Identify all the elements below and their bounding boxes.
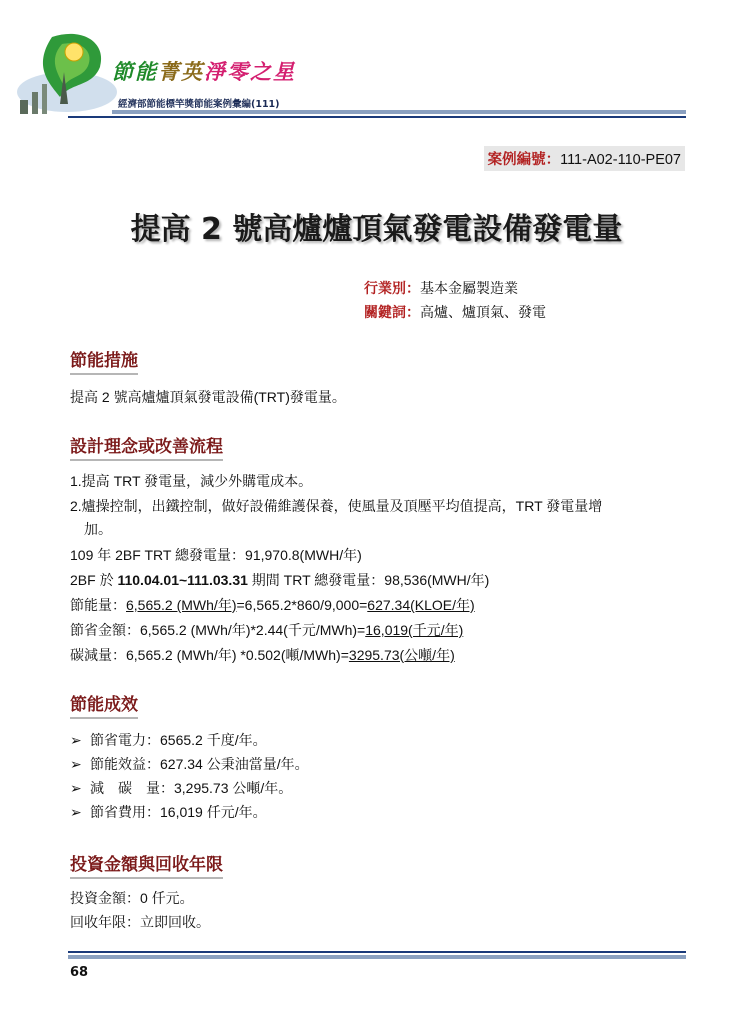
design-line-5 <box>70 597 475 613</box>
industry-label: 行業別： <box>364 281 420 297</box>
design-line-6-b: 16,019(千元/年) <box>365 622 464 638</box>
design-line-7-b: 3295.73(公噸/年) <box>348 647 455 663</box>
industry-value: 基本金屬製造業 <box>420 281 518 297</box>
design-line-3: 109 年 2BF TRT 總發電量：91,970.8(MWH/年) <box>70 547 362 563</box>
footer-rule-light <box>68 955 686 959</box>
design-line-5-b: 6,565.2 (MWh/年) <box>126 597 237 613</box>
design-line-4-period: 110.04.01~111.03.31 <box>117 572 248 588</box>
payback-period: 回收年限：立即回收。 <box>70 914 210 930</box>
measures-text: 提高 2 號高爐爐頂氣發電設備(TRT)發電量。 <box>70 389 346 405</box>
result-item-text: 減 碳 量：3,295.73 公噸/年。 <box>90 780 293 796</box>
result-item <box>70 732 267 748</box>
page-header <box>0 0 753 120</box>
design-item-1: 1.提高 TRT 發電量，減少外購電成本。 <box>70 473 313 489</box>
brand-title-part1: 節能 <box>112 59 158 84</box>
section-heading-design: 設計理念或改善流程 <box>70 432 223 461</box>
page-title: 提高 2 號高爐爐頂氣發電設備發電量 <box>130 212 623 247</box>
keywords-value: 高爐、爐頂氣、發電 <box>420 305 546 321</box>
design-line-7 <box>70 647 455 663</box>
brand-title-part2: 菁英 <box>158 59 204 84</box>
arrowhead-bullet-icon: ➢ <box>70 732 82 748</box>
arrowhead-bullet-icon: ➢ <box>70 780 82 796</box>
result-item <box>70 804 267 820</box>
design-line-4-c: 期間 TRT 總發電量：98,536(MWH/年) <box>247 572 490 588</box>
case-number <box>484 146 685 171</box>
arrowhead-bullet-icon: ➢ <box>70 804 82 820</box>
case-number-label: 案例編號： <box>487 152 561 168</box>
result-item <box>70 756 309 772</box>
section-heading-measures: 節能措施 <box>70 346 138 375</box>
design-line-4 <box>70 572 489 588</box>
section-heading-results: 節能成效 <box>70 690 138 719</box>
arrowhead-bullet-icon: ➢ <box>70 756 82 772</box>
result-item <box>70 780 292 796</box>
footer-rule-dark <box>68 951 686 953</box>
keywords-label: 關鍵詞： <box>364 305 420 321</box>
brand-title-part3: 淨零之星 <box>204 59 296 84</box>
design-line-5-a: 節能量： <box>70 597 126 613</box>
design-item-2-cont: 加。 <box>84 521 112 537</box>
design-line-4-a: 2BF 於 <box>70 572 118 588</box>
design-line-6-a: 節省金額：6,565.2 (MWh/年)*2.44(千元/MWh)= <box>70 622 366 638</box>
design-line-5-c: =6,565.2*860/9,000= <box>236 597 368 613</box>
brand-title <box>112 56 296 86</box>
header-rule-light <box>112 110 686 114</box>
keywords-line <box>364 302 546 322</box>
header-rule-dark <box>68 116 686 118</box>
case-number-value: 111-A02-110-PE07 <box>560 152 681 168</box>
result-item-text: 節省電力：6565.2 千度/年。 <box>90 732 267 748</box>
design-line-6 <box>70 622 463 638</box>
result-item-text: 節能效益：627.34 公秉油當量/年。 <box>90 756 309 772</box>
industry-line <box>364 278 518 298</box>
result-item-text: 節省費用：16,019 仟元/年。 <box>90 804 267 820</box>
investment-amount: 投資金額：0 仟元。 <box>70 890 194 906</box>
page-number: 68 <box>70 965 89 980</box>
design-item-2: 2.爐操控制，出鐵控制，做好設備維護保養，使風量及頂壓平均值提高，TRT 發電量增 <box>70 498 603 514</box>
design-line-5-d: 627.34(KLOE/年) <box>367 597 475 613</box>
section-heading-investment: 投資金額與回收年限 <box>70 850 223 879</box>
brand-subtitle: 經濟部節能標竿獎節能案例彙編(111) <box>118 99 280 110</box>
design-line-7-a: 碳減量：6,565.2 (MWh/年) *0.502(噸/MWh)= <box>70 647 349 663</box>
